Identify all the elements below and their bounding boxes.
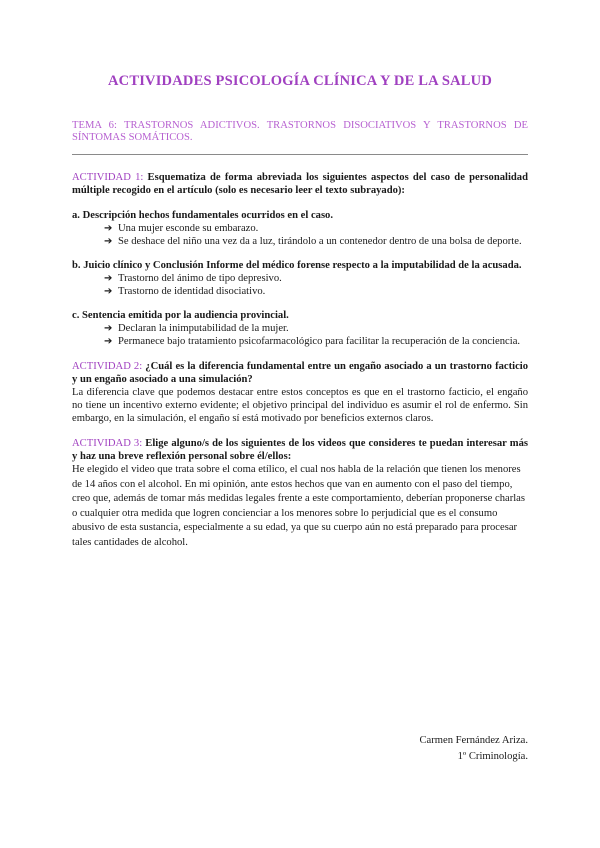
arrow-right-icon: ➔	[104, 273, 113, 284]
tema-heading: TEMA 6: TRASTORNOS ADICTIVOS. TRASTORNOS DISOCIATIVOS Y TRASTORNOS DE SÍNTOMAS SOMÁTICOS.	[72, 120, 528, 143]
actividad-3-question: Elige alguno/s de los siguientes de los videos que consideres te puedan interesar más y haz una breve reflexión personal sobre él/ellos:	[72, 438, 529, 462]
divider	[72, 154, 528, 155]
list-item: ➔ Trastorno de identidad disociativo.	[104, 286, 266, 297]
actividad-2-answer: La diferencia clave que podemos destacar entre estos conceptos es que en el trastorno facticio, el engaño no tiene un incentivo externo evidente; el objetivo principal del individuo es asumir el rol de enfermo. Sin embargo, en la simulación, el engaño sí está motivado por beneficios externos claros.	[72, 387, 528, 424]
section-a-list	[72, 222, 528, 248]
section-c-heading: c. Sentencia emitida por la audiencia provincial.	[72, 310, 289, 321]
list-item: ➔ Una mujer esconde su embarazo.	[104, 223, 259, 234]
actividad-2-label: ACTIVIDAD 2:	[72, 361, 143, 372]
actividad-3	[72, 437, 528, 550]
actividad-2-heading	[72, 360, 528, 386]
section-b-heading: b. Juicio clínico y Conclusión Informe del médico forense respecto a la imputabilidad de la acusada.	[72, 260, 522, 271]
arrow-right-icon: ➔	[104, 323, 113, 334]
signature	[419, 733, 528, 765]
actividad-1-label: ACTIVIDAD 1:	[72, 172, 144, 183]
arrow-right-icon: ➔	[104, 336, 113, 347]
list-item: ➔ Se deshace del niño una vez da a luz, tirándolo a un contenedor dentro de una bolsa de deporte.	[104, 236, 522, 247]
actividad-1-question: Esquematiza de forma abreviada los siguientes aspectos del caso de personalidad múltiple recogido en el artículo (solo es necesario leer el texto subrayado):	[72, 172, 528, 196]
actividad-1-heading	[72, 171, 528, 197]
author-name: Carmen Fernández Ariza.	[419, 735, 528, 746]
actividad-2	[72, 360, 528, 425]
list-item: ➔ Trastorno del ánimo de tipo depresivo.	[104, 273, 282, 284]
actividad-1	[72, 171, 528, 348]
list-item: ➔ Permanece bajo tratamiento psicofarmacológico para facilitar la recuperación de la conciencia.	[104, 336, 521, 347]
arrow-right-icon: ➔	[104, 223, 113, 234]
section-b-list	[72, 272, 528, 298]
author-course: 1º Criminología.	[457, 751, 528, 762]
actividad-2-question: ¿Cuál es la diferencia fundamental entre un engaño asociado a un trastorno facticio y un engaño asociado a una simulación?	[72, 361, 529, 385]
section-c-list	[72, 322, 528, 348]
actividad-3-label: ACTIVIDAD 3:	[72, 438, 143, 449]
section-a-heading: a. Descripción hechos fundamentales ocurridos en el caso.	[72, 210, 334, 221]
actividad-3-answer: He elegido el video que trata sobre el coma etílico, el cual nos habla de la relación que tienen los menores de 14 años con el alcohol. En mi opinión, ante estos hechos que van en aumento con el paso del tiempo, creo que, además de tomar más medidas legales frente a este comportamiento, deberían proponerse charlas o cualquier otra medida que logren concienciar a los menores sobre lo perjudicial que es el consumo abusivo de esta sustancia, especialmente a su edad, ya que su cuerpo aún no está preparado para procesar tales cantidades de alcohol.	[72, 464, 525, 548]
actividad-3-heading	[72, 437, 528, 463]
arrow-right-icon: ➔	[104, 236, 113, 247]
arrow-right-icon: ➔	[104, 286, 113, 297]
document-title: ACTIVIDADES PSICOLOGÍA CLÍNICA Y DE LA SALUD	[107, 73, 492, 89]
list-item: ➔ Declaran la inimputabilidad de la mujer.	[104, 323, 289, 334]
